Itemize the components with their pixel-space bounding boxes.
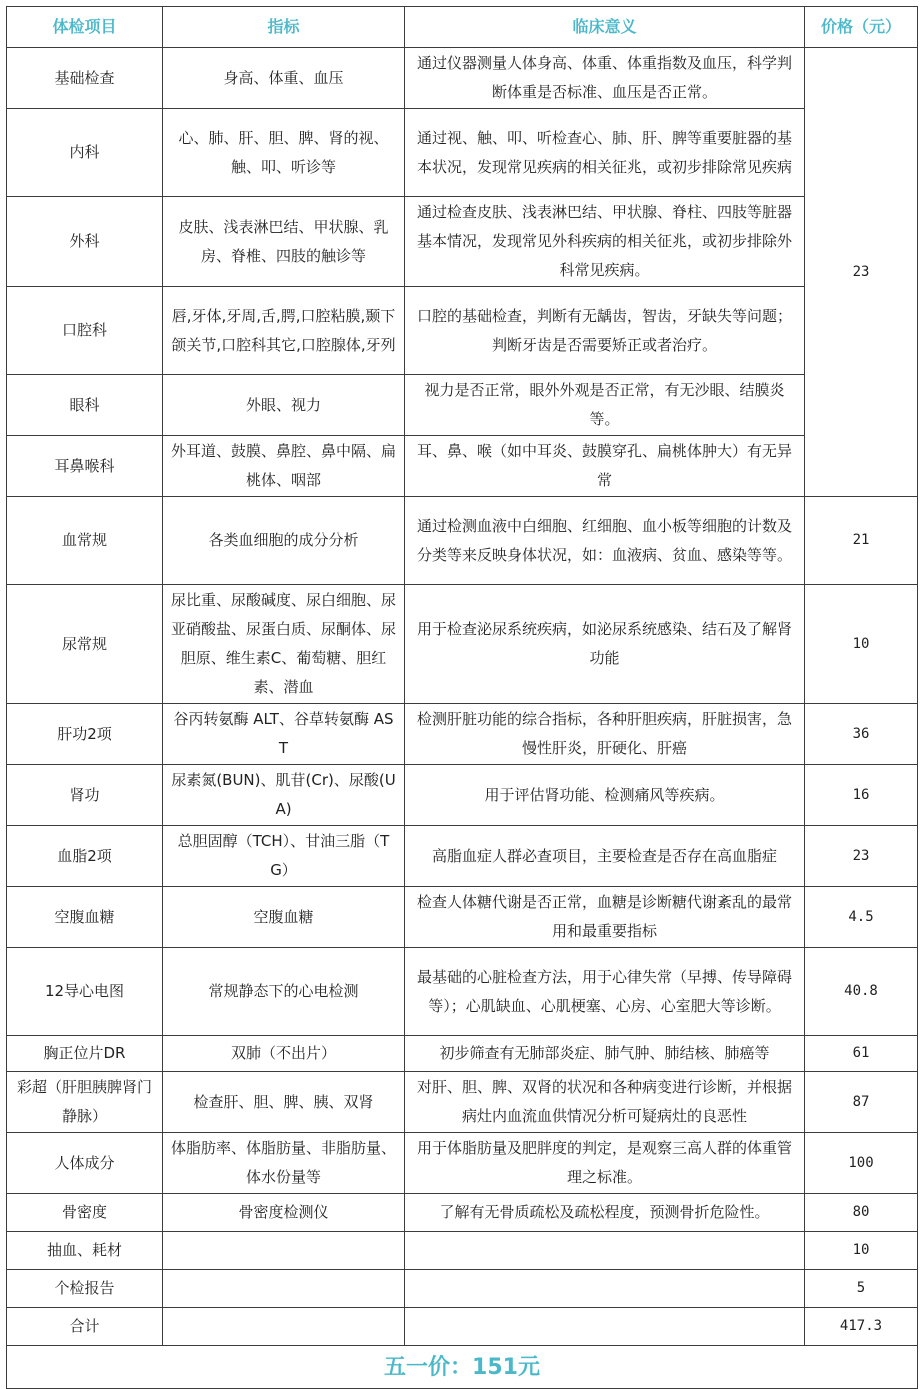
table-row: [7, 1270, 918, 1308]
indicator-cell: 皮肤、浅表淋巴结、甲状腺、乳房、脊椎、四肢的触诊等: [163, 197, 405, 287]
table-row: [7, 704, 918, 765]
table-row: [7, 1072, 918, 1133]
table-row: [7, 1036, 918, 1072]
meaning-cell: 检测肝脏功能的综合指标，各种肝胆疾病，肝脏损害，急慢性肝炎，肝硬化、肝癌: [405, 704, 805, 765]
price-cell: 21: [805, 497, 918, 585]
item-cell: 尿常规: [7, 585, 163, 704]
meaning-cell: 视力是否正常，眼外外观是否正常，有无沙眼、结膜炎等。: [405, 375, 805, 436]
indicator-cell: 双肺（不出片）: [163, 1036, 405, 1072]
indicator-cell: 外耳道、鼓膜、鼻腔、鼻中隔、扁桃体、咽部: [163, 436, 405, 497]
table-header-row: [7, 7, 918, 48]
meaning-cell: 用于评估肾功能、检测痛风等疾病。: [405, 765, 805, 826]
price-cell: 100: [805, 1133, 918, 1194]
price-cell: 10: [805, 585, 918, 704]
meaning-cell: [405, 1308, 805, 1346]
meaning-cell: 耳、鼻、喉（如中耳炎、鼓膜穿孔、扁桃体肿大）有无异常: [405, 436, 805, 497]
header-item: 体检项目: [7, 7, 163, 48]
item-cell: 外科: [7, 197, 163, 287]
indicator-cell: 总胆固醇（TCH）、甘油三脂（TG）: [163, 826, 405, 887]
indicator-cell: 常规静态下的心电检测: [163, 948, 405, 1036]
table-row: [7, 48, 918, 109]
footer-row: [7, 1346, 918, 1389]
total-row: [7, 1308, 918, 1346]
indicator-cell: 骨密度检测仪: [163, 1194, 405, 1232]
table-row: [7, 436, 918, 497]
checkup-price-table: [6, 6, 918, 1389]
meaning-cell: 高脂血症人群必查项目，主要检查是否存在高血脂症: [405, 826, 805, 887]
indicator-cell: 空腹血糖: [163, 887, 405, 948]
header-meaning: 临床意义: [405, 7, 805, 48]
item-cell: 口腔科: [7, 287, 163, 375]
item-cell: 个检报告: [7, 1270, 163, 1308]
meaning-cell: 了解有无骨质疏松及疏松程度，预测骨折危险性。: [405, 1194, 805, 1232]
price-cell: 16: [805, 765, 918, 826]
item-cell: 胸正位片DR: [7, 1036, 163, 1072]
table-row: [7, 109, 918, 197]
table-row: [7, 765, 918, 826]
table-row: [7, 197, 918, 287]
item-cell: 内科: [7, 109, 163, 197]
meaning-cell: 通过检查皮肤、浅表淋巴结、甲状腺、脊柱、四肢等脏器基本情况，发现常见外科疾病的相关征兆，或初步排除外科常见疾病。: [405, 197, 805, 287]
table-row: [7, 497, 918, 585]
indicator-cell: [163, 1270, 405, 1308]
item-cell: 血常规: [7, 497, 163, 585]
item-cell: 基础检查: [7, 48, 163, 109]
meaning-cell: 用于检查泌尿系统疾病，如泌尿系统感染、结石及了解肾功能: [405, 585, 805, 704]
table-row: [7, 948, 918, 1036]
indicator-cell: 各类血细胞的成分分析: [163, 497, 405, 585]
indicator-cell: 唇,牙体,牙周,舌,腭,口腔粘膜,颞下颌关节,口腔科其它,口腔腺体,牙列: [163, 287, 405, 375]
item-cell: 肝功2项: [7, 704, 163, 765]
item-cell: 人体成分: [7, 1133, 163, 1194]
price-cell: 61: [805, 1036, 918, 1072]
indicator-cell: 检查肝、胆、脾、胰、双肾: [163, 1072, 405, 1133]
total-price: 417.3: [805, 1308, 918, 1346]
price-cell: 36: [805, 704, 918, 765]
price-cell: 10: [805, 1232, 918, 1270]
header-indicator: 指标: [163, 7, 405, 48]
item-cell: 12导心电图: [7, 948, 163, 1036]
indicator-cell: 心、肺、肝、胆、脾、肾的视、触、叩、听诊等: [163, 109, 405, 197]
price-cell: 5: [805, 1270, 918, 1308]
meaning-cell: 口腔的基础检查，判断有无龋齿，智齿，牙缺失等问题；判断牙齿是否需要矫正或者治疗。: [405, 287, 805, 375]
table-row: [7, 887, 918, 948]
indicator-cell: 体脂肪率、体脂肪量、非脂肪量、体水份量等: [163, 1133, 405, 1194]
indicator-cell: 尿素氮(BUN)、肌苷(Cr)、尿酸(UA): [163, 765, 405, 826]
table-row: [7, 375, 918, 436]
promo-price: 五一价：151元: [7, 1346, 918, 1389]
meaning-cell: 用于体脂肪量及肥胖度的判定，是观察三高人群的体重管理之标准。: [405, 1133, 805, 1194]
meaning-cell: 通过视、触、叩、听检查心、肺、肝、脾等重要脏器的基本状况，发现常见疾病的相关征兆，或初步排除常见疾病: [405, 109, 805, 197]
item-cell: 空腹血糖: [7, 887, 163, 948]
item-cell: 骨密度: [7, 1194, 163, 1232]
table-row: [7, 826, 918, 887]
indicator-cell: 外眼、视力: [163, 375, 405, 436]
meaning-cell: 检查人体糖代谢是否正常，血糖是诊断糖代谢紊乱的最常用和最重要指标: [405, 887, 805, 948]
table-row: [7, 1133, 918, 1194]
meaning-cell: [405, 1232, 805, 1270]
indicator-cell: 尿比重、尿酸碱度、尿白细胞、尿亚硝酸盐、尿蛋白质、尿酮体、尿胆原、维生素C、葡萄糖、胆红素、潜血: [163, 585, 405, 704]
total-label: 合计: [7, 1308, 163, 1346]
item-cell: 肾功: [7, 765, 163, 826]
meaning-cell: 对肝、胆、脾、双肾的状况和各种病变进行诊断，并根据病灶内血流血供情况分析可疑病灶的良恶性: [405, 1072, 805, 1133]
indicator-cell: [163, 1308, 405, 1346]
price-cell: 40.8: [805, 948, 918, 1036]
indicator-cell: 谷丙转氨酶 ALT、谷草转氨酶 AST: [163, 704, 405, 765]
indicator-cell: 身高、体重、血压: [163, 48, 405, 109]
meaning-cell: 最基础的心脏检查方法，用于心律失常（早搏、传导障碍等）；心肌缺血、心肌梗塞、心房、心室肥大等诊断。: [405, 948, 805, 1036]
item-cell: 彩超（肝胆胰脾肾门静脉）: [7, 1072, 163, 1133]
merged-price-cell: 23: [805, 48, 918, 497]
price-cell: 23: [805, 826, 918, 887]
item-cell: 耳鼻喉科: [7, 436, 163, 497]
item-cell: 眼科: [7, 375, 163, 436]
price-cell: 80: [805, 1194, 918, 1232]
table-row: [7, 287, 918, 375]
price-cell: 87: [805, 1072, 918, 1133]
table-row: [7, 585, 918, 704]
item-cell: 血脂2项: [7, 826, 163, 887]
meaning-cell: 通过检测血液中白细胞、红细胞、血小板等细胞的计数及分类等来反映身体状况，如：血液病、贫血、感染等等。: [405, 497, 805, 585]
meaning-cell: 通过仪器测量人体身高、体重、体重指数及血压，科学判断体重是否标准、血压是否正常。: [405, 48, 805, 109]
indicator-cell: [163, 1232, 405, 1270]
meaning-cell: 初步筛查有无肺部炎症、肺气肿、肺结核、肺癌等: [405, 1036, 805, 1072]
table-row: [7, 1194, 918, 1232]
item-cell: 抽血、耗材: [7, 1232, 163, 1270]
meaning-cell: [405, 1270, 805, 1308]
price-cell: 4.5: [805, 887, 918, 948]
table-row: [7, 1232, 918, 1270]
header-price: 价格（元）: [805, 7, 918, 48]
